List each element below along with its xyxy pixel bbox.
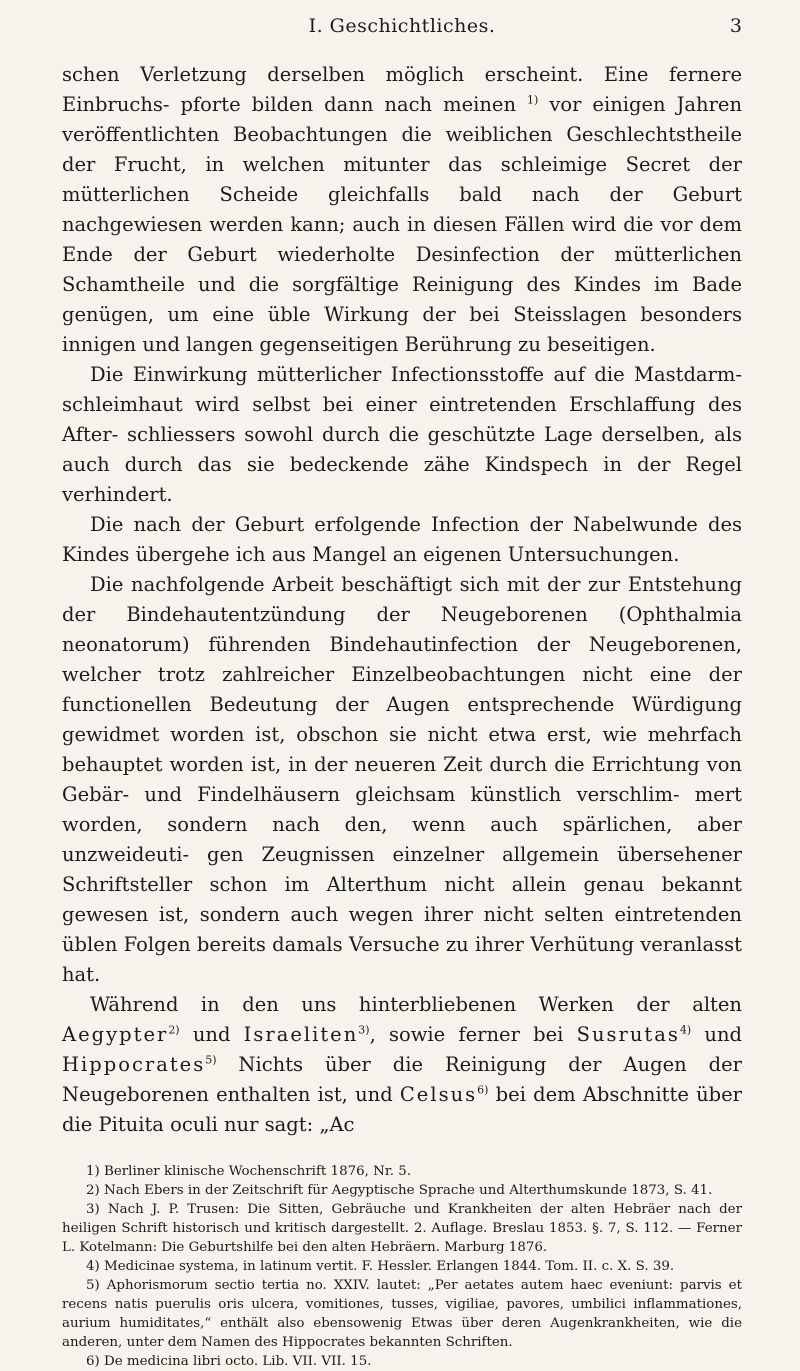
footnotes [62, 1162, 742, 1371]
footnote-ref-1: 1) [527, 93, 539, 107]
footnote-5: 5) Aphorismorum sectio tertia no. XXIV. lautet: „Per aetates autem haec eveniunt: parvis et recens natis puerulis oris ulcera, vomitiones, tusses, vigiliae, pavores, umbilici inflammationes, aurium humiditates,“ enthält also ebensowenig Etwas über deren Augenkrankheiten, wie die anderen, unter dem Namen des Hippocrates bekannten Schriften. [62, 1278, 742, 1350]
paragraph-4: Die nachfolgende Arbeit beschäftigt sich mit der zur Entstehung der Bindehautentzündung der Neugeborenen (Ophthalmia neonatorum) führenden Bindehautinfection der Neugeborenen, welcher trotz zahlreicher Einzelbeobachtungen nicht eine der functionellen Bedeutung der Augen entsprechende Würdigung gewidmet worden ist, obschon sie nicht etwa erst, wie mehrfach behauptet worden ist, in der neueren Zeit durch die Errichtung von Gebär- und Findelhäusern gleichsam künstlich verschlim- mert worden, sondern nach den, wenn auch spärlichen, aber unzweideuti- gen Zeugnissen einzelner allgemein übersehener Schriftsteller schon im Alterthum nicht allein genau bekannt gewesen ist, sondern auch wegen ihrer nicht selten eintretenden üblen Folgen bereits damals Versuche zu ihrer Verhütung veranlasst hat. [62, 573, 742, 986]
paragraph-3: Die nach der Geburt erfolgende Infection der Nabelwunde des Kindes übergehe ich aus Mangel an eigenen Untersuchungen. [62, 513, 742, 566]
footnote-ref-3: 3) [358, 1023, 370, 1037]
page-number: 3 [729, 15, 742, 37]
running-head: I. Geschichtliches. [308, 15, 496, 37]
footnote-2: 2) Nach Ebers in der Zeitschrift für Aegyptische Sprache und Alterthumskunde 1873, S. 41. [86, 1183, 713, 1198]
name-hippocrates: Hippocrates [62, 1053, 206, 1076]
footnote-1: 1) Berliner klinische Wochenschrift 1876, Nr. 5. [86, 1164, 412, 1179]
paragraph-2: Die Einwirkung mütterlicher Infectionsstoffe auf die Mastdarm- schleimhaut wird selbst bei einer eintretenden Erschlaffung des After- schliessers sowohl durch die geschützte Lage derselben, als auch durch das sie bedeckende zähe Kindspech in der Regel verhindert. [62, 363, 742, 506]
paragraph-5 [62, 990, 742, 1140]
footnote-ref-6: 6) [477, 1083, 489, 1097]
paragraph-5-text-a: Während in den uns hinterbliebenen Werken der alten [90, 993, 742, 1016]
name-aegypter: Aegypter [62, 1023, 169, 1046]
footnote-6: 6) De medicina libri octo. Lib. VII. VII. 15. [86, 1354, 372, 1369]
paragraph-5-und-1: und [192, 1023, 231, 1046]
name-susrutas: Susrutas [576, 1023, 680, 1046]
page-header [62, 0, 742, 60]
footnote-ref-2: 2) [168, 1023, 180, 1037]
paragraph-5-text-b: , sowie ferner bei [369, 1023, 564, 1046]
name-celsus: Celsus [399, 1083, 478, 1106]
paragraph-1-text-a: schen Verletzung derselben möglich erscheint. Eine fernere Einbruchs- pforte bilden dann nach meinen [62, 63, 742, 116]
paragraph-5-text-d: bei dem Abschnitte über die Pituita oculi nur sagt: „Ac [62, 1083, 742, 1136]
footnote-3: 3) Nach J. P. Trusen: Die Sitten, Gebräuche und Krankheiten der alten Hebräer nach der heiligen Schrift historisch und kritisch dargestellt. 2. Auflage. Breslau 1853. §. 7, S. 112. — Ferner L. Kotelmann: Die Geburtshilfe bei den alten Hebräern. Marburg 1876. [62, 1202, 742, 1255]
footnote-4: 4) Medicinae systema, in latinum vertit. F. Hessler. Erlangen 1844. Tom. II. c. X. S. 39. [86, 1259, 675, 1274]
paragraph-5-und-2: und [704, 1023, 742, 1046]
paragraph-1-text-b: vor einigen Jahren veröffentlichten Beobachtungen die weiblichen Geschlechtstheile der Frucht, in welchen mitunter das schleimige Secret der mütterlichen Scheide gleichfalls bald nach der Geburt nachgewiesen werden kann; auch in diesen Fällen wird die vor dem Ende der Geburt wiederholte Desinfection der mütterlichen Schamtheile und die sorgfältige Reinigung des Kindes im Bade genügen, um eine üble Wirkung der bei Steisslagen besonders innigen und langen gegenseitigen Berührung zu beseitigen. [62, 93, 742, 356]
paragraph-5-text-c: Nichts über die Reinigung der Augen der Neugeborenen enthalten ist, und [62, 1053, 742, 1106]
footnote-ref-4: 4) [679, 1023, 692, 1037]
footnote-ref-5: 5) [205, 1053, 217, 1067]
body-text [62, 60, 742, 1140]
name-israeliten: Israeliten [243, 1023, 359, 1046]
paragraph-1 [62, 60, 742, 360]
